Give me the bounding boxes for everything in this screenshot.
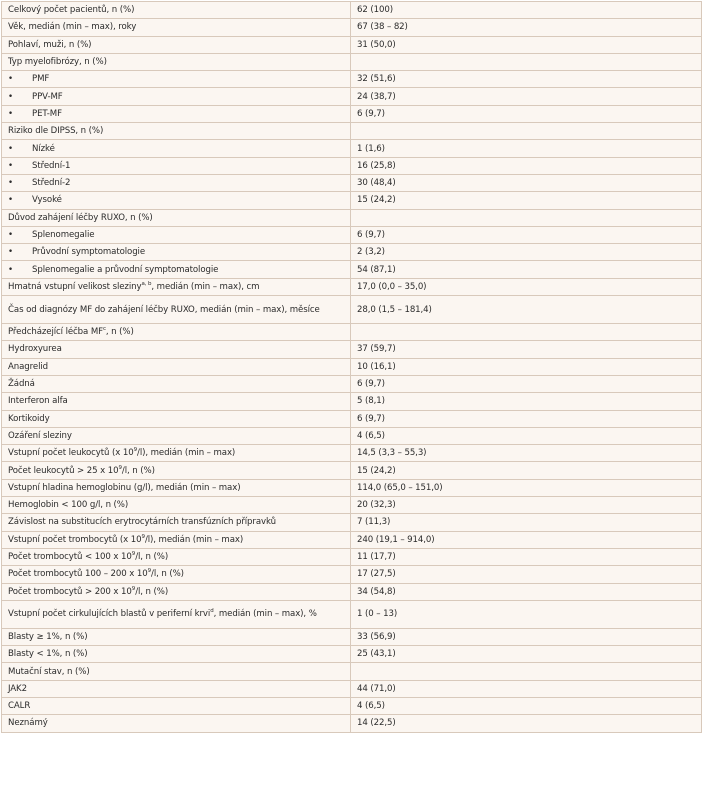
row-value: 25 (43,1) — [351, 646, 702, 663]
row-label: Mutační stav, n (%) — [8, 666, 90, 677]
row-label: Vstupní hladina hemoglobinu (g/l), medián (min – max) — [8, 482, 241, 493]
table-row — [2, 296, 702, 324]
row-label: JAK2 — [8, 683, 27, 694]
row-label: Vstupní počet cirkulujících blastů v periferní krvi — [8, 609, 211, 620]
footnote-marker: 9 — [147, 568, 152, 575]
table-row — [2, 375, 702, 392]
row-value — [351, 324, 702, 341]
row-value: 6 (9,7) — [351, 410, 702, 427]
row-value: 31 (50,0) — [351, 36, 702, 53]
table-row — [2, 358, 702, 375]
row-label-cell — [2, 410, 351, 427]
row-value: 17 (27,5) — [351, 566, 702, 583]
row-label-cell — [2, 123, 351, 140]
row-label: Vstupní počet trombocytů (x 10 — [8, 534, 142, 545]
table-row — [2, 646, 702, 663]
row-label-suffix: /l, n (%) — [135, 586, 169, 597]
row-label-suffix: , n (%) — [105, 327, 134, 338]
row-label-cell — [2, 445, 351, 462]
table-row — [2, 341, 702, 358]
row-label: Ozáření sleziny — [8, 430, 72, 441]
row-value: 6 (9,7) — [351, 105, 702, 122]
table-row — [2, 324, 702, 341]
table-row — [2, 71, 702, 88]
row-value — [351, 209, 702, 226]
table-row — [2, 715, 702, 732]
row-label: PMF — [32, 74, 50, 85]
table-row — [2, 53, 702, 70]
row-label: Hemoglobin < 100 g/l, n (%) — [8, 500, 129, 511]
footnote-marker: 9 — [133, 447, 138, 454]
row-label-cell — [2, 71, 351, 88]
table-row — [2, 628, 702, 645]
row-value: 11 (17,7) — [351, 548, 702, 565]
table-row — [2, 226, 702, 243]
row-value: 17,0 (0,0 – 35,0) — [351, 278, 702, 295]
row-value: 34 (54,8) — [351, 583, 702, 600]
row-label: Závislost na substitucích erytrocytárních transfúzních přípravků — [8, 517, 276, 528]
table-row — [2, 2, 702, 19]
row-value — [351, 663, 702, 680]
row-label-suffix: /l, n (%) — [135, 552, 169, 563]
row-label-suffix: , medián (min – max), % — [213, 609, 317, 620]
row-label: Věk, medián (min – max), roky — [8, 22, 137, 33]
row-label-cell — [2, 244, 351, 261]
row-value: 7 (11,3) — [351, 514, 702, 531]
row-label-cell — [2, 88, 351, 105]
table-row — [2, 600, 702, 628]
row-value: 37 (59,7) — [351, 341, 702, 358]
row-label-cell — [2, 600, 351, 628]
row-label: Střední-1 — [32, 160, 71, 171]
row-label: Splenomegalie — [32, 230, 95, 240]
row-label: Žádná — [8, 379, 35, 390]
row-value: 5 (8,1) — [351, 393, 702, 410]
bullet-icon: • — [8, 108, 13, 119]
row-label: Hydroxyurea — [8, 344, 62, 355]
row-label-cell — [2, 697, 351, 714]
row-label: PPV-MF — [32, 91, 63, 102]
row-label-suffix: /l), medián (min – max) — [144, 534, 244, 545]
footnote-marker: d — [210, 608, 214, 615]
table-row — [2, 174, 702, 191]
table-row — [2, 497, 702, 514]
row-label-suffix: /l), medián (min – max) — [137, 448, 236, 459]
row-value: 44 (71,0) — [351, 680, 702, 697]
row-label-cell — [2, 462, 351, 479]
row-label-cell — [2, 324, 351, 341]
bullet-icon: • — [8, 160, 13, 171]
row-label: PET-MF — [32, 108, 62, 119]
table-row — [2, 697, 702, 714]
row-label-cell — [2, 157, 351, 174]
row-label-cell — [2, 531, 351, 548]
row-value — [351, 123, 702, 140]
row-value: 14,5 (3,3 – 55,3) — [351, 445, 702, 462]
table-row — [2, 410, 702, 427]
row-value: 67 (38 – 82) — [351, 19, 702, 36]
row-value: 114,0 (65,0 – 151,0) — [351, 479, 702, 496]
row-value: 15 (24,2) — [351, 192, 702, 209]
table-row — [2, 261, 702, 278]
row-label: Neznámý — [8, 718, 48, 729]
row-label-cell — [2, 341, 351, 358]
table-row — [2, 479, 702, 496]
row-label-cell — [2, 479, 351, 496]
row-label-cell — [2, 192, 351, 209]
row-value: 24 (38,7) — [351, 88, 702, 105]
row-label: Splenomegalie a průvodní symptomatologie — [32, 264, 219, 275]
row-label: Předcházející léčba MF — [8, 327, 103, 338]
row-label: Kortikoidy — [8, 413, 50, 424]
row-label-cell — [2, 583, 351, 600]
row-value: 15 (24,2) — [351, 462, 702, 479]
table-row — [2, 88, 702, 105]
row-label-cell — [2, 628, 351, 645]
row-label: Pohlaví, muži, n (%) — [8, 39, 92, 50]
table-row — [2, 566, 702, 583]
table-row — [2, 393, 702, 410]
row-label: Anagrelid — [8, 361, 49, 372]
footnote-marker: c — [102, 326, 106, 333]
row-label: Počet trombocytů < 100 x 10 — [8, 552, 132, 563]
row-label-cell — [2, 646, 351, 663]
bullet-icon: • — [8, 230, 13, 240]
row-label-cell — [2, 663, 351, 680]
row-label: Riziko dle DIPSS, n (%) — [8, 126, 104, 137]
row-label-cell — [2, 497, 351, 514]
row-label: Nízké — [32, 143, 55, 154]
table-row — [2, 36, 702, 53]
row-label-cell — [2, 36, 351, 53]
row-label-cell — [2, 715, 351, 732]
bullet-icon: • — [8, 143, 13, 154]
table-row — [2, 680, 702, 697]
table-row — [2, 244, 702, 261]
row-label-cell — [2, 680, 351, 697]
table-row — [2, 209, 702, 226]
row-value: 1 (0 – 13) — [351, 600, 702, 628]
row-label-cell — [2, 105, 351, 122]
row-value: 4 (6,5) — [351, 427, 702, 444]
bullet-icon: • — [8, 178, 13, 189]
row-label-cell — [2, 53, 351, 70]
row-value: 4 (6,5) — [351, 697, 702, 714]
row-label: Celkový počet pacientů, n (%) — [8, 5, 135, 16]
footnote-marker: 9 — [118, 464, 122, 471]
row-label-cell — [2, 2, 351, 19]
row-value: 54 (87,1) — [351, 261, 702, 278]
row-value — [351, 53, 702, 70]
bullet-icon: • — [8, 91, 13, 102]
row-label-suffix: , medián (min – max), cm — [151, 281, 260, 292]
row-label-cell — [2, 548, 351, 565]
row-label-cell — [2, 393, 351, 410]
table-row — [2, 140, 702, 157]
row-value: 10 (16,1) — [351, 358, 702, 375]
row-label-cell — [2, 19, 351, 36]
table-row — [2, 427, 702, 444]
row-value: 62 (100) — [351, 2, 702, 19]
table-row — [2, 105, 702, 122]
footnote-marker: 9 — [141, 533, 145, 540]
table-row — [2, 445, 702, 462]
table-row — [2, 663, 702, 680]
row-value: 240 (19,1 – 914,0) — [351, 531, 702, 548]
row-label: Počet trombocytů > 200 x 10 — [8, 586, 132, 597]
row-label: Interferon alfa — [8, 396, 68, 407]
row-label-suffix: /l, n (%) — [151, 569, 184, 580]
bullet-icon: • — [8, 247, 13, 258]
row-label-cell — [2, 296, 351, 324]
row-label: Vysoké — [32, 195, 62, 206]
row-value: 16 (25,8) — [351, 157, 702, 174]
row-label-cell — [2, 358, 351, 375]
row-label: Čas od diagnózy MF do zahájení léčby RUXO, medián (min – max), měsíce — [8, 304, 320, 315]
row-label: Střední-2 — [32, 178, 71, 189]
row-label: CALR — [8, 701, 31, 712]
table-row — [2, 192, 702, 209]
row-label-cell — [2, 375, 351, 392]
row-value: 30 (48,4) — [351, 174, 702, 191]
patient-characteristics-table — [1, 1, 702, 733]
row-value: 32 (51,6) — [351, 71, 702, 88]
row-label-cell — [2, 427, 351, 444]
row-value: 20 (32,3) — [351, 497, 702, 514]
row-label-cell — [2, 278, 351, 295]
row-label-cell — [2, 209, 351, 226]
row-value: 6 (9,7) — [351, 375, 702, 392]
row-value: 1 (1,6) — [351, 140, 702, 157]
row-value: 28,0 (1,5 – 181,4) — [351, 296, 702, 324]
table-row — [2, 123, 702, 140]
row-label-cell — [2, 514, 351, 531]
row-label: Důvod zahájení léčby RUXO, n (%) — [8, 212, 153, 223]
bullet-icon: • — [8, 74, 13, 85]
row-label: Typ myelofibrózy, n (%) — [8, 57, 107, 68]
table-row — [2, 19, 702, 36]
footnote-marker: 9 — [131, 551, 136, 558]
row-label-cell — [2, 566, 351, 583]
table-row — [2, 548, 702, 565]
table-row — [2, 531, 702, 548]
row-value: 2 (3,2) — [351, 244, 702, 261]
table-row — [2, 278, 702, 295]
table-row — [2, 514, 702, 531]
row-value: 6 (9,7) — [351, 226, 702, 243]
row-label: Vstupní počet leukocytů (x 10 — [8, 448, 134, 459]
row-value: 33 (56,9) — [351, 628, 702, 645]
table-row — [2, 462, 702, 479]
row-value: 14 (22,5) — [351, 715, 702, 732]
row-label: Počet trombocytů 100 – 200 x 10 — [8, 569, 148, 580]
row-label-cell — [2, 226, 351, 243]
row-label: Počet leukocytů > 25 x 10 — [8, 465, 119, 476]
row-label-suffix: /l, n (%) — [121, 465, 155, 476]
table-row — [2, 157, 702, 174]
bullet-icon: • — [8, 264, 13, 275]
row-label-cell — [2, 261, 351, 278]
row-label: Blasty ≥ 1%, n (%) — [8, 631, 88, 642]
footnote-marker: 9 — [131, 585, 136, 592]
row-label: Blasty < 1%, n (%) — [8, 649, 88, 660]
row-label: Hmatná vstupní velikost sleziny — [8, 281, 142, 292]
bullet-icon: • — [8, 195, 13, 206]
row-label: Průvodní symptomatologie — [32, 247, 146, 258]
row-label-cell — [2, 174, 351, 191]
row-label-cell — [2, 140, 351, 157]
footnote-marker: a, b — [141, 281, 152, 288]
table-row — [2, 583, 702, 600]
